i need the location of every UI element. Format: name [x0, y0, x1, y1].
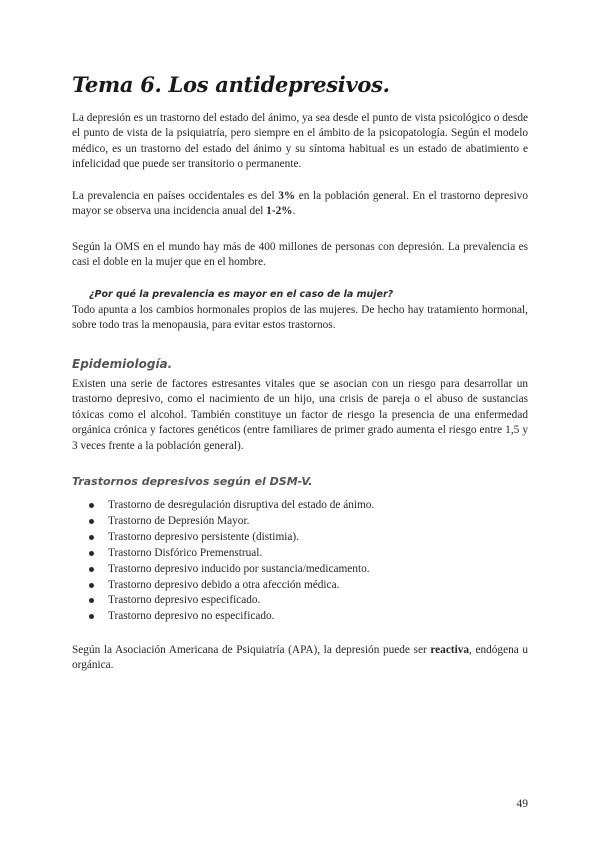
list-item: Trastorno depresivo persistente (distimia).	[72, 530, 374, 546]
list-item: Trastorno Disfórico Premenstrual.	[72, 546, 374, 562]
bullet-icon	[89, 598, 94, 603]
epidemiology-paragraph: Existen una serie de factores estresantes vitales que se asocian con un riesgo para desarrollar un trastorno depresivo, como el nacimiento de un hijo, una crisis de pareja o el abuso de sustancias tóxicas como el alcohol. También constituye un factor de riesgo la presencia de una enfermedad orgánica crónica y factores genéticos (entre familiares de primer grado aumenta el riesgo entre 1,5 y 3 veces frente a la población general).	[72, 378, 528, 452]
question-heading: ¿Por qué la prevalencia es mayor en el caso de la mujer?	[89, 289, 394, 300]
apa-text-end: , endógena u orgánica.	[72, 644, 529, 672]
apa-reactiva: reactiva	[430, 644, 470, 656]
prevalence-general-value: 3%	[278, 190, 296, 202]
prevalence-text-end: .	[292, 205, 296, 218]
page-title: Tema 6. Los antidepresivos.	[72, 72, 390, 97]
list-item: Trastorno de Depresión Mayor.	[72, 514, 374, 530]
intro-paragraph-2	[72, 189, 528, 220]
intro-paragraph-1: La depresión es un trastorno del estado del ánimo, ya sea desde el punto de vista psicológico o desde el punto de vista de la psiquiatría, pero siempre en el ámbito de la psicopatología. Según el modelo médico, es un trastorno del estado del ánimo y su síntoma habitual es un estado de abatimiento e infelicidad que puede ser transitorio o permanente.	[72, 112, 528, 171]
dsm-list	[72, 498, 374, 625]
intro-paragraph-3: Según la OMS en el mundo hay más de 400 millones de personas con depresión. La prevalencia es casi el doble en la mujer que en el hombre.	[72, 241, 528, 269]
bullet-icon	[89, 567, 94, 572]
bullet-icon	[89, 535, 94, 540]
bullet-icon	[89, 551, 94, 556]
answer-paragraph: Todo apunta a los cambios hormonales propios de las mujeres. De hecho hay tratamiento hormonal, sobre todo tras la menopausia, para evitar estos trastornos.	[72, 304, 528, 332]
prevalence-text-start: La prevalencia en países occidentales es del	[72, 190, 279, 202]
epidemiology-heading: Epidemiología.	[72, 357, 173, 371]
prevalence-text-middle: en la población general. En el trastorno depresivo mayor se observa una incidencia anual del	[72, 190, 528, 218]
list-item: Trastorno depresivo especificado.	[72, 593, 374, 609]
list-item: Trastorno de desregulación disruptiva del estado de ánimo.	[72, 498, 374, 514]
apa-text-start: Según la Asociación Americana de Psiquiatría (APA), la depresión puede ser	[72, 644, 431, 656]
list-item: Trastorno depresivo no especificado.	[72, 609, 374, 625]
page-number: 49	[516, 798, 528, 810]
bullet-icon	[89, 614, 94, 619]
list-item: Trastorno depresivo debido a otra afección médica.	[72, 578, 374, 594]
annual-incidence-value: 1-2%	[266, 205, 293, 218]
bullet-icon	[89, 503, 94, 508]
list-item: Trastorno depresivo inducido por sustancia/medicamento.	[72, 562, 374, 578]
dsm-heading: Trastornos depresivos según el DSM-V.	[72, 475, 313, 488]
bullet-icon	[89, 583, 94, 588]
bullet-icon	[89, 519, 94, 524]
apa-paragraph	[72, 643, 528, 674]
